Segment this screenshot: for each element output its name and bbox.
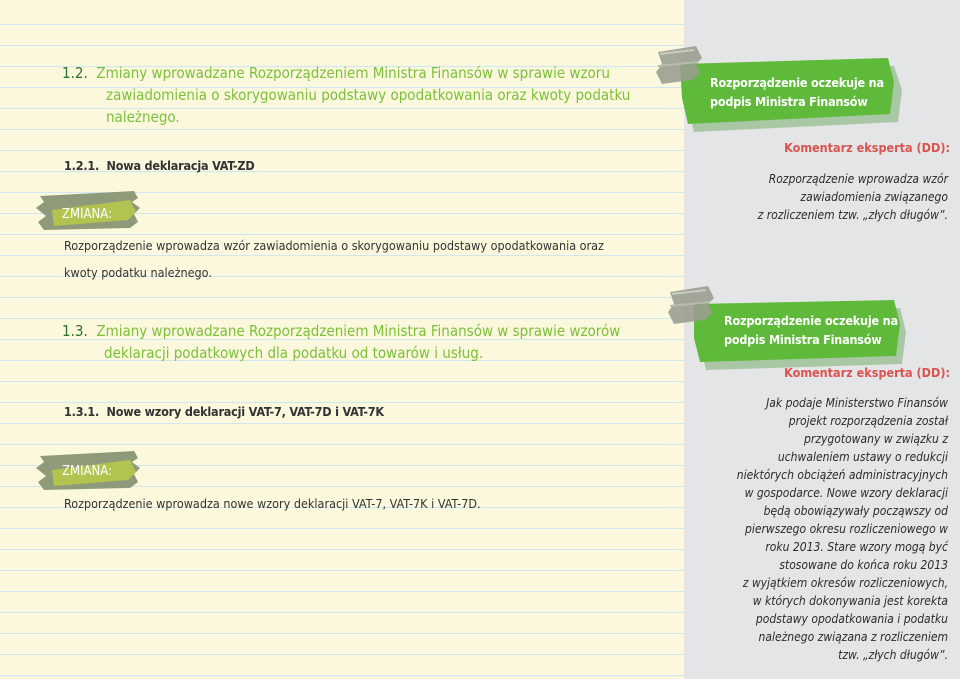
comment-line: zawiadomienia związanego bbox=[800, 190, 948, 204]
ribbon-text bbox=[710, 73, 884, 111]
ribbon-line: Rozporządzenie oczekuje na bbox=[710, 75, 884, 90]
section-number: 1.2. bbox=[62, 64, 88, 82]
comment-line: pierwszego okresu rozliczeniowego w bbox=[744, 522, 948, 536]
comment-line: w gospodarce. Nowe wzory deklaracji bbox=[744, 486, 948, 500]
section-1-2-heading bbox=[62, 62, 662, 128]
change-label: ZMIANA: bbox=[62, 207, 113, 222]
expert-comment-title: Komentarz eksperta (DD): bbox=[784, 365, 950, 380]
subsection-1-2-1 bbox=[64, 158, 255, 173]
change-label-badge bbox=[34, 188, 144, 232]
change-label-badge bbox=[34, 448, 144, 492]
comment-line: należnego związana z rozliczeniem bbox=[758, 630, 948, 644]
change-label: ZMIANA: bbox=[62, 464, 113, 479]
heading-line: deklaracji podatkowych dla podatku od towarów i usług. bbox=[104, 344, 484, 362]
comment-line: projekt rozporządzenia został bbox=[788, 414, 948, 428]
expert-comment bbox=[688, 394, 948, 664]
comment-line: uchwaleniem ustawy o redukcji bbox=[777, 450, 948, 464]
section-1-3-body bbox=[64, 490, 664, 517]
comment-line: podstawy opodatkowania i podatku bbox=[755, 612, 948, 626]
comment-line: tzw. „złych długów”. bbox=[838, 648, 948, 662]
subsection-number: 1.2.1. bbox=[64, 158, 100, 173]
comment-line: Jak podaje Ministerstwo Finansów bbox=[766, 396, 948, 410]
comment-line: będą obowiązywały począwszy od bbox=[763, 504, 948, 518]
ribbon-text bbox=[724, 311, 898, 349]
heading-line: zawiadomienia o skorygowaniu podstawy opodatkowania oraz kwoty podatku bbox=[106, 86, 631, 104]
comment-line: z rozliczeniem tzw. „złych długów”. bbox=[757, 208, 948, 222]
comment-line: przygotowany w związku z bbox=[804, 432, 948, 446]
body-line: kwoty podatku należnego. bbox=[64, 265, 212, 280]
body-line: Rozporządzenie wprowadza nowe wzory deklaracji VAT-7, VAT-7K i VAT-7D. bbox=[64, 496, 481, 511]
subsection-number: 1.3.1. bbox=[64, 404, 100, 419]
subsection-title: Nowe wzory deklaracji VAT-7, VAT-7D i VAT-7K bbox=[106, 404, 384, 419]
comment-line: stosowane do końca roku 2013 bbox=[779, 558, 948, 572]
ribbon-line: podpis Ministra Finansów bbox=[724, 332, 882, 347]
comment-line: Rozporządzenie wprowadza wzór bbox=[768, 172, 948, 186]
comment-line: roku 2013. Stare wzory mogą być bbox=[765, 540, 948, 554]
section-number: 1.3. bbox=[62, 322, 88, 340]
heading-line: Zmiany wprowadzane Rozporządzeniem Ministra Finansów w sprawie wzoru bbox=[96, 64, 610, 82]
subsection-title: Nowa deklaracja VAT-ZD bbox=[106, 158, 255, 173]
section-1-3-heading bbox=[62, 320, 662, 364]
ribbon-line: podpis Ministra Finansów bbox=[710, 94, 868, 109]
comment-line: z wyjątkiem okresów rozliczeniowych, bbox=[742, 576, 948, 590]
subsection-1-3-1 bbox=[64, 404, 384, 419]
section-1-2-body bbox=[64, 232, 664, 286]
comment-line: w których dokonywania jest korekta bbox=[752, 594, 948, 608]
comment-line: niektórych obciążeń administracyjnych bbox=[736, 468, 948, 482]
heading-line: Zmiany wprowadzane Rozporządzeniem Ministra Finansów w sprawie wzorów bbox=[96, 322, 621, 340]
expert-comment-title: Komentarz eksperta (DD): bbox=[784, 140, 950, 155]
status-ribbon bbox=[650, 40, 910, 140]
heading-line: należnego. bbox=[106, 108, 180, 126]
body-line: Rozporządzenie wprowadza wzór zawiadomienia o skorygowaniu podstawy opodatkowania oraz bbox=[64, 238, 604, 253]
expert-comment bbox=[688, 170, 948, 224]
ribbon-line: Rozporządzenie oczekuje na bbox=[724, 313, 898, 328]
